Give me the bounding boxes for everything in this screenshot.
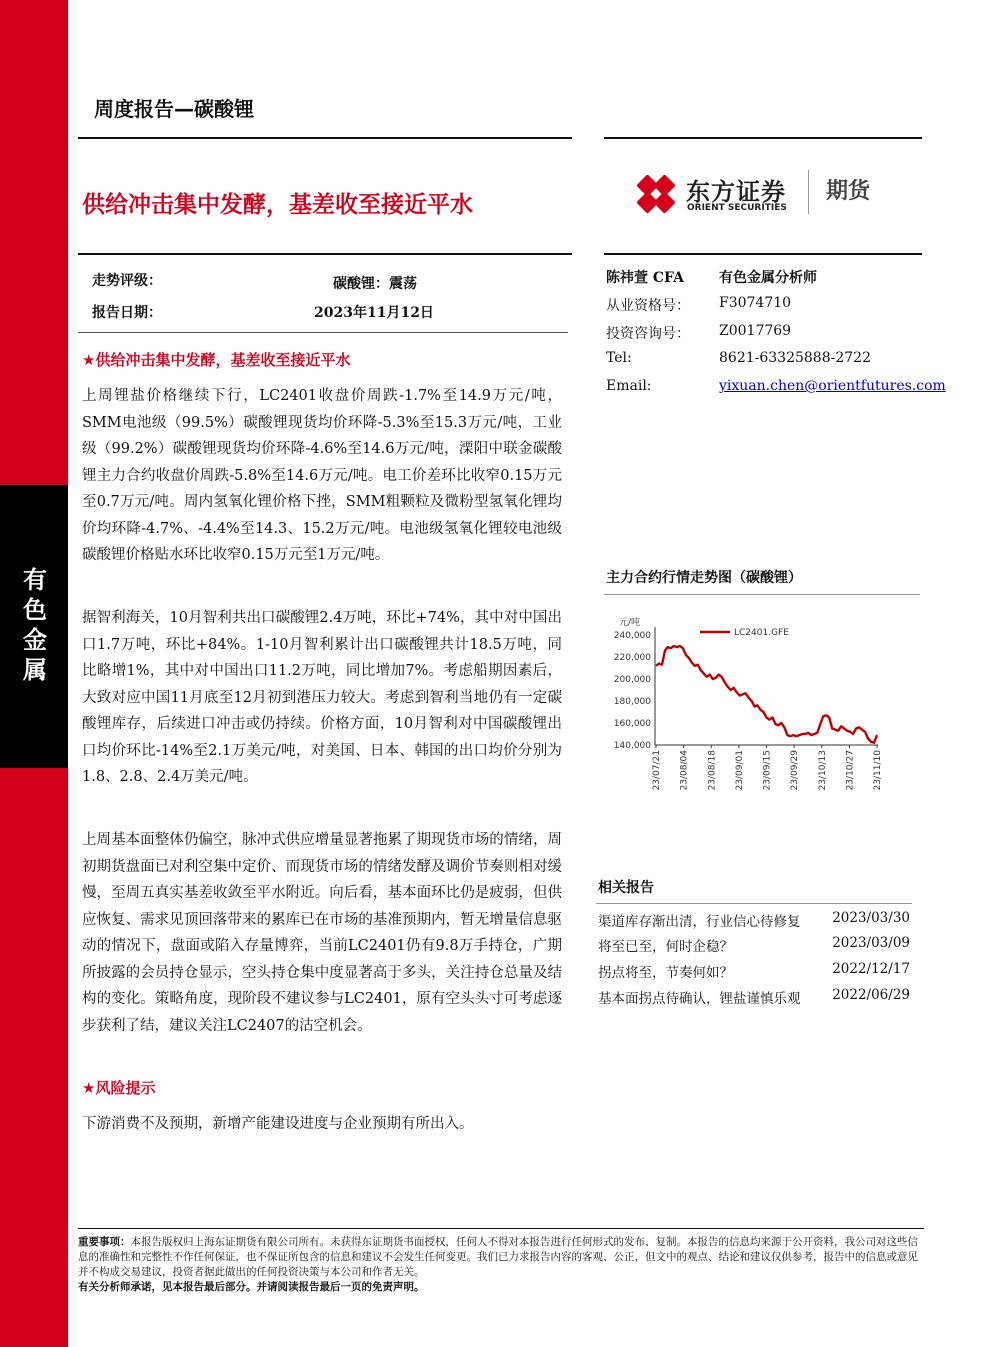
tel-value: 8621-63325888-2722 <box>719 350 871 366</box>
header-rule-left <box>78 137 572 139</box>
date-value: 2023年11月12日 <box>314 305 434 321</box>
related-report-date: 2022/06/29 <box>832 987 910 1003</box>
chart-x-tick-label: 23/09/01 <box>734 750 745 791</box>
chart-x-tick-label: 23/08/18 <box>707 750 718 791</box>
chart-y-tick-label: 220,000 <box>613 653 651 663</box>
related-report-date: 2022/12/17 <box>832 961 910 977</box>
analyst-name: 陈祎萱 CFA <box>606 270 684 286</box>
date-label: 报告日期： <box>92 305 162 321</box>
report-type: 周度报告—碳酸锂 <box>94 97 254 121</box>
email-link[interactable]: yixuan.chen@orientfutures.com <box>719 378 946 394</box>
related-report-title: 基本面拐点待确认，锂盐谨慎乐观 <box>598 991 801 1007</box>
qualification-number: F3074710 <box>719 295 792 311</box>
related-report-date: 2023/03/30 <box>832 910 910 926</box>
chart-x-tick-label: 23/10/13 <box>817 750 828 791</box>
chart-y-tick-label: 240,000 <box>613 631 651 641</box>
chart-x-tick-label: 23/08/04 <box>679 750 690 791</box>
chart-y-tick-label: 200,000 <box>613 675 651 685</box>
header-rule-right <box>604 137 922 139</box>
related-report-date: 2023/03/09 <box>832 935 910 951</box>
section-title-main: ★供给冲击集中发酵，基差收至接近平水 <box>82 351 351 369</box>
email-label: Email: <box>606 378 652 394</box>
related-rule <box>596 903 912 904</box>
paragraph-outlook: 上周基本面整体仍偏空，脉冲式供应增量显著拖累了期现货市场的情绪，周初期货盘面已对利空集中定价、而现货市场的情绪发酵及调价节奏则相对缓慢，至周五真实基差收敛至平水附近。向后看，基本面环比仍是疲弱，但供应恢复、需求见顶回落带来的累库已在市场的基准预期内，暂无增量信息驱动的情况下，盘面或陷入存量博弈，当前LC2401仍有9.8万手持仓，广期所披露的会员持仓显示，空头持仓集中度显著高于多头，关注持仓总量及结构的变化。策略角度，现阶段不建议参与LC2401，原有空头头寸可考虑逐步获利了结，建议关注LC2407的沽空机会。 <box>82 832 562 1034</box>
rating-label: 走势评级： <box>92 273 162 289</box>
sidebar-category-label <box>20 565 50 685</box>
chart-legend-label: LC2401.GFE <box>734 628 789 638</box>
chart-x-tick-label: 23/09/15 <box>762 750 773 791</box>
chart-x-tick-label: 23/07/21 <box>652 750 662 791</box>
chart-x-tick-label: 23/11/10 <box>873 750 883 791</box>
related-report-item[interactable] <box>598 935 910 959</box>
meta-rule-top <box>78 253 572 255</box>
chart-y-tick-label: 160,000 <box>613 719 651 729</box>
related-report-title: 渠道库存渐出清，行业信心待修复 <box>598 914 801 930</box>
chart-series-line <box>656 646 877 743</box>
qualification-label: 从业资格号： <box>606 298 690 314</box>
chart-y-tick-label: 140,000 <box>613 741 651 751</box>
analyst-rule-top <box>604 253 922 255</box>
section-title-risk: ★风险提示 <box>82 1079 156 1097</box>
disclaimer-rule <box>78 1228 924 1229</box>
logo-chinese-name: 东方证券 <box>686 178 786 206</box>
rating-value: 碳酸锂：震荡 <box>333 276 417 292</box>
related-report-item[interactable] <box>598 961 910 985</box>
orient-logo-icon <box>634 172 678 216</box>
related-report-item[interactable] <box>598 987 910 1011</box>
chart-x-tick-label: 23/09/29 <box>790 750 801 791</box>
chart-x-tick-label: 23/10/27 <box>845 750 856 791</box>
meta-rule-bottom <box>78 332 568 333</box>
logo-futures-label: 期货 <box>826 179 871 204</box>
analyst-title: 有色金属分析师 <box>719 270 817 286</box>
paragraph-chile-export: 据智利海关，10月智利共出口碳酸锂2.4万吨，环比+74%，其中对中国出口1.7万吨，环比+84%。1-10月智利累计出口碳酸锂共计18.5万吨，同比略增1%，其中对中国出口11.2万吨，同比增加7%。考虑船期因素后，大致对应中国11月底至12月初到港压力较大。考虑到智利当地仍有一定碳酸锂库存，后续进口冲击或仍持续。价格方面，10月智利对中国碳酸锂出口均价环比-14%至2.1万美元/吨，对美国、日本、韩国的出口均价分别为1.8、2.8、2.4万美元/吨。 <box>82 610 562 785</box>
tel-label: Tel: <box>606 350 632 366</box>
consulting-label: 投资咨询号： <box>606 326 690 342</box>
disclaimer <box>78 1235 926 1295</box>
chart-title: 主力合约行情走势图（碳酸锂） <box>606 570 802 586</box>
chart-title-rule <box>604 594 920 595</box>
paragraph-risk: 下游消费不及预期，新增产能建设进度与企业预期有所出入。 <box>82 1116 474 1132</box>
report-headline: 供给冲击集中发酵，基差收至接近平水 <box>82 192 473 218</box>
chart-y-tick-label: 180,000 <box>613 697 651 707</box>
chart-y-unit: 元/吨 <box>619 618 641 628</box>
logo-english-name: ORIENT SECURITIES <box>687 203 787 213</box>
logo-divider <box>808 170 809 214</box>
related-reports-title: 相关报告 <box>598 880 654 896</box>
sidebar-char: 色 <box>23 596 47 624</box>
price-line-chart <box>600 600 900 810</box>
sidebar-char: 属 <box>23 656 47 684</box>
sidebar-char: 金 <box>23 626 47 654</box>
sidebar-char: 有 <box>23 566 47 594</box>
disclaimer-text: 本报告版权归上海东证期货有限公司所有。未获得东证期货书面授权，任何人不得对本报告进行任何形式的发布、复制。本报告的信息均来源于公开资料，我公司对这些信息的准确性和完整性不作任何保证，也不保证所包含的信息和建议不会发生任何变更。我们已力求报告内容的客观、公正，但文中的观点、结论和建议仅供参考，报告中的信息或意见并不构成交易建议，投资者据此做出的任何投资决策与本公司和作者无关。 <box>78 1236 918 1278</box>
disclaimer-note: 有关分析师承诺，见本报告最后部分。并请阅读报告最后一页的免责声明。 <box>78 1281 425 1293</box>
paragraph-price: 上周锂盐价格继续下行，LC2401收盘价周跌-1.7%至14.9万元/吨，SMM电池级（99.5%）碳酸锂现货均价环降-5.3%至15.3万元/吨，工业级（99.2%）碳酸锂现货均价环降-4.6%至14.6万元/吨，溧阳中联金碳酸锂主力合约收盘价周跌-5.8%至14.6万元/吨。电工价差环比收窄0.15万元至0.7万元/吨。周内氢氧化锂价格下挫，SMM粗颗粒及微粉型氢氧化锂均价均环降-4.7%、-4.4%至14.3、15.2万元/吨。电池级氢氧化锂较电池级碳酸锂价格贴水环比收窄0.15万元至1万元/吨。 <box>82 388 562 563</box>
consulting-number: Z0017769 <box>719 323 792 339</box>
related-report-item[interactable] <box>598 910 910 934</box>
disclaimer-label: 重要事项： <box>78 1236 131 1248</box>
related-report-title: 将至已至，何时企稳？ <box>598 939 733 955</box>
related-report-title: 拐点将至，节奏何如？ <box>598 965 733 981</box>
